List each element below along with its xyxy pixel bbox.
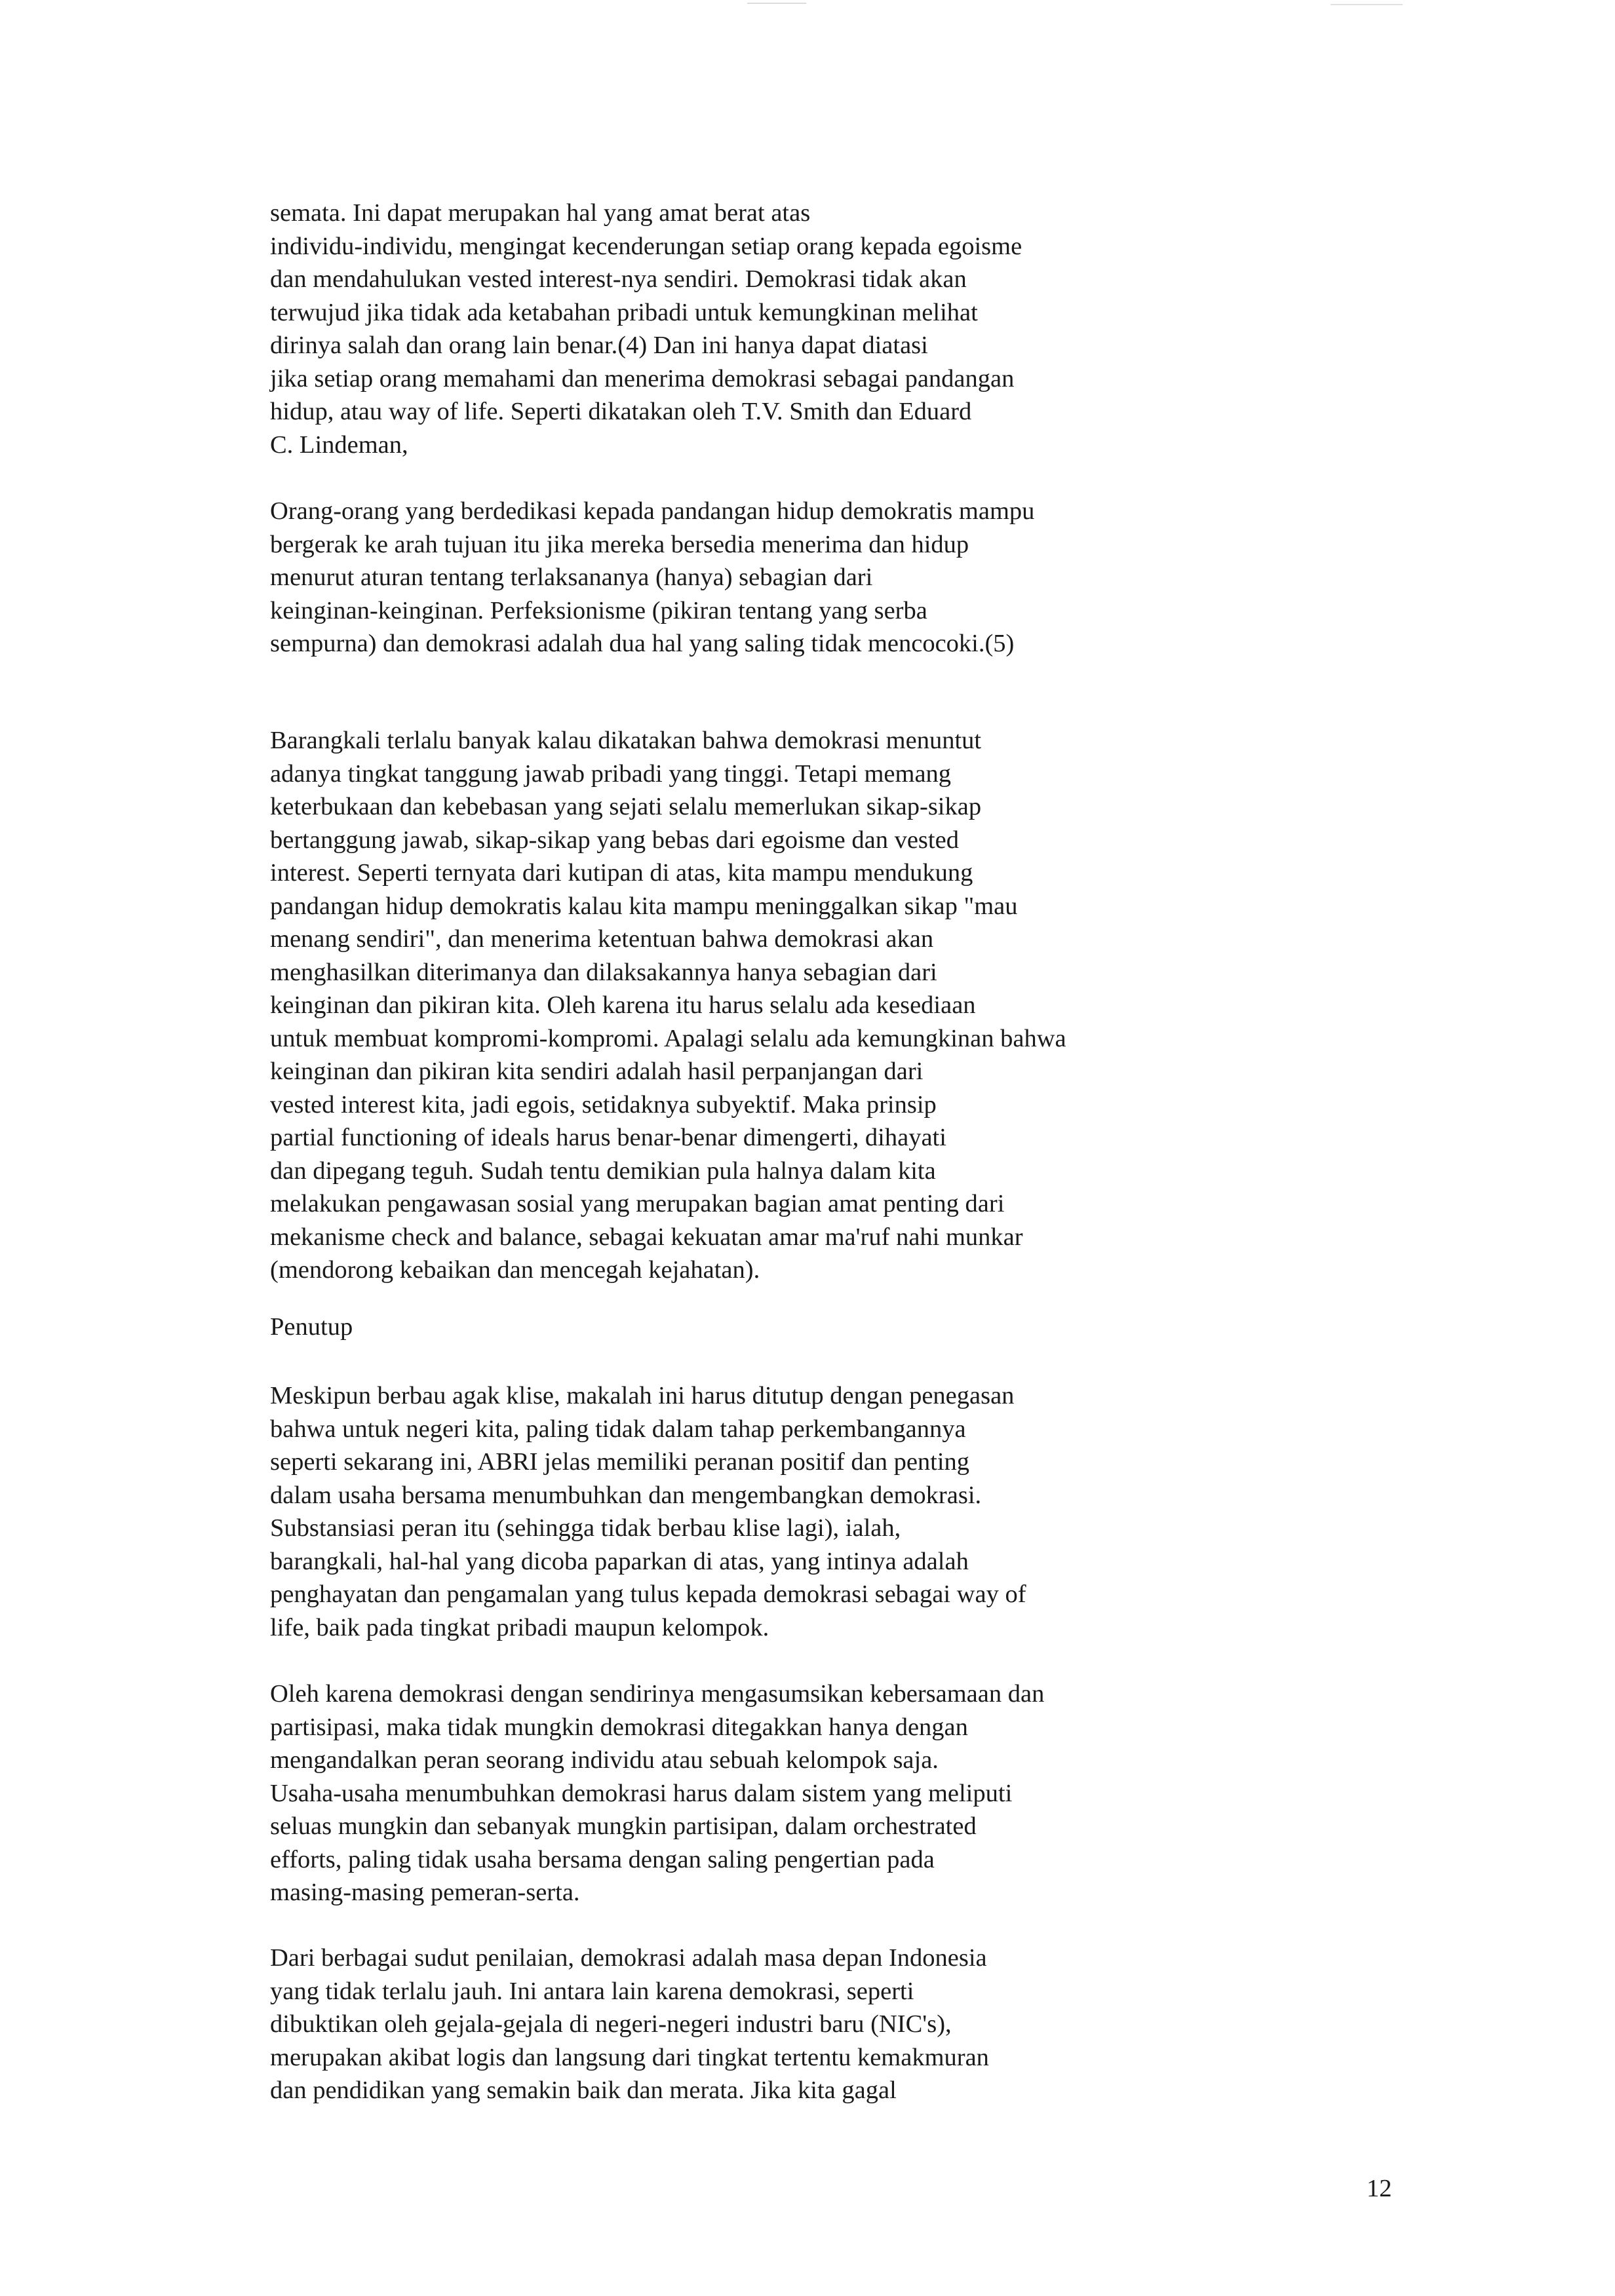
text-line: dirinya salah dan orang lain benar.(4) Dan ini hanya dapat diatasi — [270, 332, 928, 359]
scan-artifact — [1331, 4, 1403, 5]
text-line: menang sendiri", dan menerima ketentuan bahwa demokrasi akan — [270, 925, 934, 953]
text-line: bahwa untuk negeri kita, paling tidak dalam tahap perkembangannya — [270, 1415, 966, 1443]
text-line: mekanisme check and balance, sebagai kekuatan amar ma'ruf nahi munkar — [270, 1223, 1023, 1251]
text-line: dibuktikan oleh gejala-gejala di negeri-negeri industri baru (NIC's), — [270, 2010, 952, 2038]
text-line: keterbukaan dan kebebasan yang sejati selalu memerlukan sikap-sikap — [270, 793, 982, 820]
text-line: keinginan dan pikiran kita sendiri adalah hasil perpanjangan dari — [270, 1058, 924, 1085]
text-line: bergerak ke arah tujuan itu jika mereka bersedia menerima dan hidup — [270, 530, 969, 558]
paragraph-1 — [270, 197, 1489, 461]
text-line: Substansiasi peran itu (sehingga tidak berbau klise lagi), ialah, — [270, 1514, 901, 1542]
text-line: hidup, atau way of life. Seperti dikatakan oleh T.V. Smith dan Eduard — [270, 398, 972, 425]
heading-text: Penutup — [270, 1313, 353, 1341]
text-line: merupakan akibat logis dan langsung dari tingkat tertentu kemakmuran — [270, 2043, 989, 2071]
text-line: bertanggung jawab, sikap-sikap yang bebas dari egoisme dan vested — [270, 826, 959, 854]
text-line: semata. Ini dapat merupakan hal yang amat berat atas — [270, 199, 811, 227]
text-line: yang tidak terlalu jauh. Ini antara lain karena demokrasi, seperti — [270, 1977, 914, 2005]
text-line: vested interest kita, jadi egois, setidaknya subyektif. Maka prinsip — [270, 1090, 937, 1119]
text-line: (mendorong kebaikan dan mencegah kejahatan). — [270, 1256, 760, 1284]
text-line: life, baik pada tingkat pribadi maupun kelompok. — [270, 1613, 769, 1641]
text-line: seperti sekarang ini, ABRI jelas memiliki peranan positif dan penting — [270, 1448, 970, 1476]
text-line: dan pendidikan yang semakin baik dan merata. Jika kita gagal — [270, 2076, 897, 2104]
quotation-paragraph — [270, 495, 1489, 660]
text-line: melakukan pengawasan sosial yang merupakan bagian amat penting dari — [270, 1190, 1005, 1217]
text-line: dan dipegang teguh. Sudah tentu demikian pula halnya dalam kita — [270, 1157, 936, 1185]
text-line: keinginan dan pikiran kita. Oleh karena itu harus selalu ada kesediaan — [270, 991, 976, 1019]
text-line: Barangkali terlalu banyak kalau dikatakan bahwa demokrasi menuntut — [270, 727, 982, 754]
text-line: dan mendahulukan vested interest-nya sendiri. Demokrasi tidak akan — [270, 265, 967, 293]
text-line: barangkali, hal-hal yang dicoba paparkan di atas, yang intinya adalah — [270, 1547, 969, 1575]
text-line: menurut aturan tentang terlaksananya (hanya) sebagian dari — [270, 564, 873, 591]
text-line: penghayatan dan pengamalan yang tulus kepada demokrasi sebagai way of — [270, 1580, 1026, 1608]
text-line: individu-individu, mengingat kecenderungan setiap orang kepada egoisme — [270, 232, 1022, 260]
paragraph-7 — [270, 1942, 1489, 2107]
text-line: dalam usaha bersama menumbuhkan dan mengembangkan demokrasi. — [270, 1481, 982, 1509]
text-line: Orang-orang yang berdedikasi kepada pandangan hidup demokratis mampu — [270, 497, 1035, 525]
paragraph-6 — [270, 1677, 1489, 1909]
text-line: terwujud jika tidak ada ketabahan pribadi untuk kemungkinan melihat — [270, 298, 978, 326]
text-line: C. Lindeman, — [270, 430, 408, 459]
scan-artifact — [747, 3, 806, 4]
text-line: masing-masing pemeran-serta. — [270, 1879, 580, 1906]
section-heading — [270, 1311, 1489, 1344]
text-line: keinginan-keinginan. Perfeksionisme (pikiran tentang yang serba — [270, 596, 927, 624]
text-line: Usaha-usaha menumbuhkan demokrasi harus dalam sistem yang meliputi — [270, 1779, 1013, 1807]
text-line: mengandalkan peran seorang individu atau sebuah kelompok saja. — [270, 1746, 939, 1774]
text-line: partisipasi, maka tidak mungkin demokrasi ditegakkan hanya dengan — [270, 1713, 968, 1741]
text-line: adanya tingkat tanggung jawab pribadi yang tinggi. Tetapi memang — [270, 759, 952, 788]
text-line: interest. Seperti ternyata dari kutipan di atas, kita mampu mendukung — [270, 859, 973, 887]
text-line: Dari berbagai sudut penilaian, demokrasi adalah masa depan Indonesia — [270, 1944, 987, 1972]
text-line: Meskipun berbau agak klise, makalah ini harus ditutup dengan penegasan — [270, 1382, 1015, 1409]
text-line: efforts, paling tidak usaha bersama dengan saling pengertian pada — [270, 1845, 935, 1873]
page-number: 12 — [1367, 2175, 1392, 2202]
text-line: jika setiap orang memahami dan menerima demokrasi sebagai pandangan — [270, 364, 1015, 392]
text-line: partial functioning of ideals harus benar-benar dimengerti, dihayati — [270, 1124, 946, 1151]
text-line: sempurna) dan demokrasi adalah dua hal yang saling tidak mencocoki.(5) — [270, 630, 1015, 657]
paragraph-3 — [270, 724, 1489, 1287]
text-line: seluas mungkin dan sebanyak mungkin partisipan, dalam orchestrated — [270, 1812, 977, 1840]
text-line: menghasilkan diterimanya dan dilaksakannya hanya sebagian dari — [270, 958, 937, 986]
text-line: pandangan hidup demokratis kalau kita mampu meninggalkan sikap "mau — [270, 892, 1018, 920]
text-line: untuk membuat kompromi-kompromi. Apalagi selalu ada kemungkinan bahwa — [270, 1024, 1066, 1052]
text-line: Oleh karena demokrasi dengan sendirinya mengasumsikan kebersamaan dan — [270, 1680, 1045, 1708]
paragraph-5 — [270, 1379, 1489, 1644]
